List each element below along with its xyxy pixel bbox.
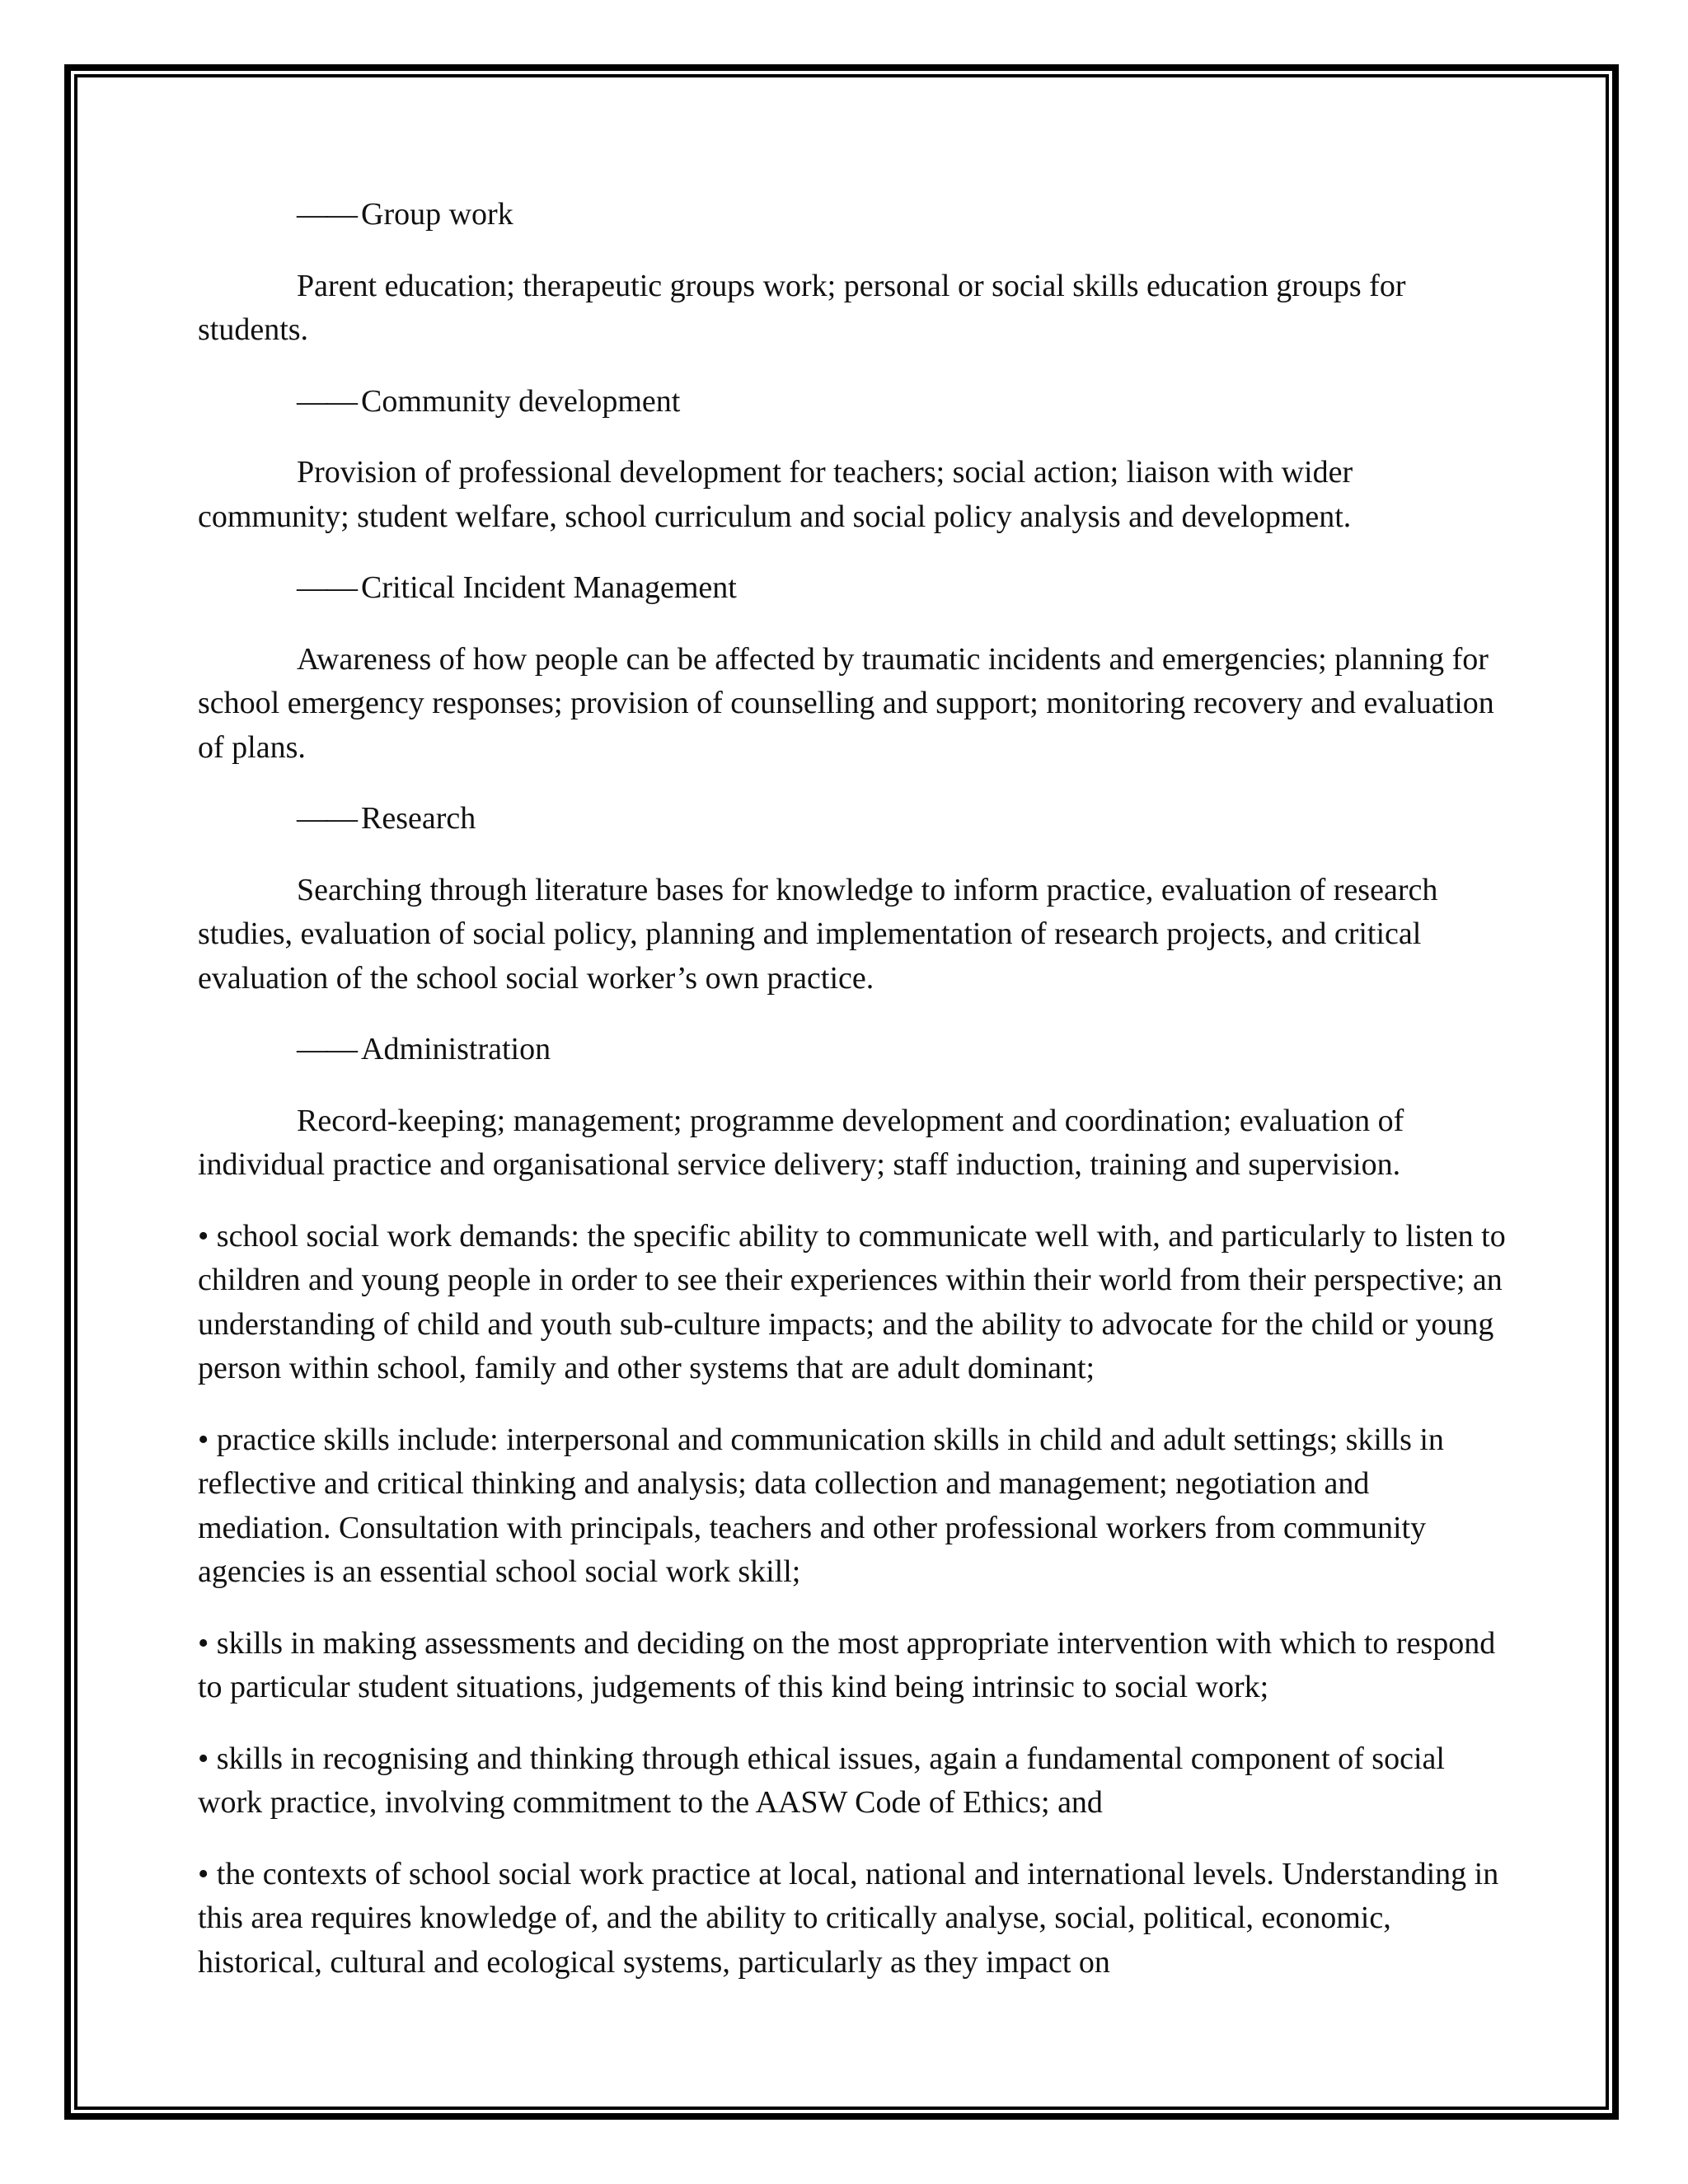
section-heading-group-work: —— Group work: [297, 197, 513, 232]
section-body-research: Searching through literature bases for knowledge to inform practice, evaluation of research studies, evaluation of social policy, planning and implementation of research projects, and critical evaluation of the school social worker’s own practice.: [198, 872, 1438, 996]
dash-glyph: ——: [297, 801, 356, 836]
section-body-critical-incident: Awareness of how people can be affected by traumatic incidents and emergencies; planning for school emergency responses; provision of counselling and support; monitoring recovery and evaluation of plans.: [198, 641, 1494, 765]
dash-glyph: ——: [297, 570, 356, 605]
section-body-group-work: Parent education; therapeutic groups work; personal or social skills education groups for students.: [198, 268, 1406, 347]
bullet-item: • the contexts of school social work practice at local, national and international levels. Understanding in this area requires knowledge of, and the ability to critically analyse, social, political, economic, historical, cultural and ecological systems, particularly as they impact on: [198, 1856, 1499, 1980]
bullet-item: • skills in recognising and thinking through ethical issues, again a fundamental component of social work practice, involving commitment to the AASW Code of Ethics; and: [198, 1741, 1445, 1820]
section-heading-critical-incident: —— Critical Incident Management: [297, 570, 737, 605]
section-heading-administration: —— Administration: [297, 1032, 551, 1066]
dash-glyph: ——: [297, 1032, 356, 1066]
bullet-item: • practice skills include: interpersonal and communication skills in child and adult settings; skills in reflective and critical thinking and analysis; data collection and management; negotiation and mediation. Consultation with principals, teachers and other professional workers from community agencies is an essential school social work skill;: [198, 1422, 1444, 1589]
bullet-item: • school social work demands: the specific ability to communicate well with, and particularly to listen to children and young people in order to see their experiences within their world from their perspective; an understanding of child and youth sub-culture impacts; and the ability to advocate for the child or young person within school, family and other systems that are adult dominant;: [198, 1218, 1506, 1385]
section-body-administration: Record-keeping; management; programme development and coordination; evaluation of individual practice and organisational service delivery; staff induction, training and supervision.: [198, 1103, 1404, 1182]
bullet-item: • skills in making assessments and deciding on the most appropriate intervention with which to respond to particular student situations, judgements of this kind being intrinsic to social work;: [198, 1625, 1496, 1704]
dash-glyph: ——: [297, 383, 356, 419]
document-body: [198, 193, 1508, 2012]
section-heading-community-development: —— Community development: [297, 383, 681, 419]
section-heading-research: —— Research: [297, 801, 476, 836]
section-body-community-development: Provision of professional development for teachers; social action; liaison with wider community; student welfare, school curriculum and social policy analysis and development.: [198, 455, 1353, 534]
dash-glyph: ——: [297, 197, 356, 232]
